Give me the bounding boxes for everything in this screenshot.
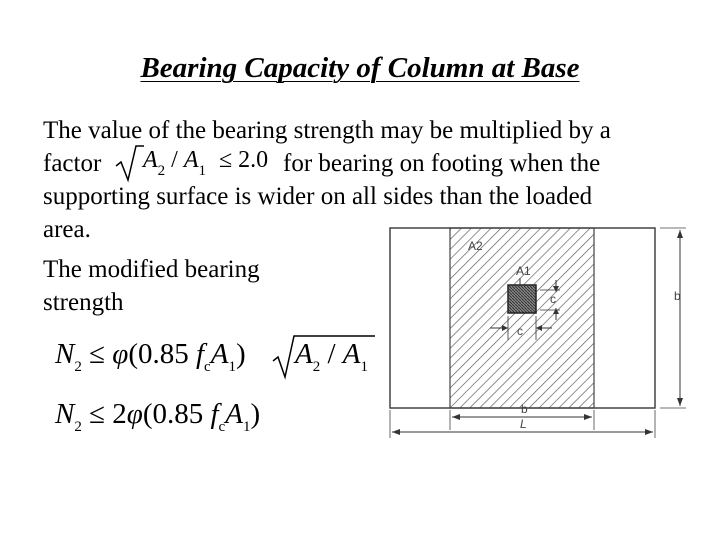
- body-line-4: area.: [43, 216, 91, 243]
- factor-radical-sign: [114, 144, 144, 184]
- equation-1: $N_2 \le \varphi(0.85$ $f_cA_1$): [55, 338, 246, 375]
- factor-condition: ≤ 2.0: [219, 147, 269, 173]
- footing-diagram: [380, 220, 700, 445]
- label-a1: A1: [516, 264, 531, 278]
- equation-1-sqrt-term: $A_2 / A_1$: [295, 338, 368, 375]
- slide-title: Bearing Capacity of Column at Base: [140, 52, 580, 84]
- label-c-right: c: [550, 292, 556, 306]
- area-a2: [450, 228, 594, 408]
- label-b-horizontal: b: [521, 402, 528, 416]
- label-b-vertical: b: [674, 289, 681, 303]
- body-line-6: strength: [43, 289, 124, 316]
- body-line-2-rest: for bearing on footing when the: [283, 150, 601, 177]
- body-line-2: [43, 147, 101, 180]
- label-a2: A2: [468, 239, 483, 253]
- factor-word: factor: [43, 150, 102, 177]
- area-a1: [508, 285, 536, 313]
- factor-expression: $A_2 / A_1$: [143, 147, 207, 179]
- body-line-5: The modified bearing: [43, 256, 260, 283]
- equation-2: $N_2 \le 2\varphi(0.85$ $f_cA_1$): [55, 398, 261, 435]
- label-c-bottom: c: [517, 324, 523, 338]
- body-line-1: The value of the bearing strength may be multiplied by a: [43, 117, 611, 144]
- label-l: L: [520, 417, 527, 431]
- body-line-3: supporting surface is wider on all sides than the loaded: [43, 183, 593, 210]
